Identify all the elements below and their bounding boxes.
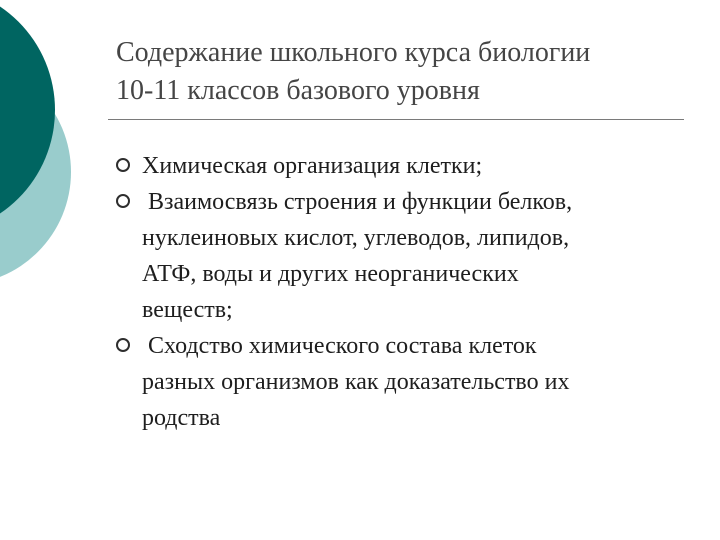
bullet-item-1 xyxy=(116,148,686,184)
bullet-item-3-line-3: родства xyxy=(142,405,221,431)
bullet-item-2-line-3: АТФ, воды и других неорганических xyxy=(142,261,519,287)
hollow-circle-bullet-icon xyxy=(116,338,130,352)
bullet-item-2-line-4: веществ; xyxy=(142,297,233,323)
slide-title xyxy=(116,34,696,110)
hollow-circle-bullet-icon xyxy=(116,158,130,172)
bullet-item-2-line-2: нуклеиновых кислот, углеводов, липидов, xyxy=(142,225,570,251)
bullet-item-2-line-1: Взаимосвязь строения и функции белков, xyxy=(142,189,573,215)
slide-title-line-2: 10-11 классов базового уровня xyxy=(116,75,480,106)
bullet-item-2 xyxy=(116,184,686,328)
bullet-item-1-line-1: Химическая организация клетки; xyxy=(142,153,483,179)
slide-title-line-1: Содержание школьного курса биологии xyxy=(116,37,591,68)
bullet-item-3-line-1: Сходство химического состава клеток xyxy=(142,333,537,359)
bullet-list xyxy=(116,148,686,436)
title-divider xyxy=(108,119,684,120)
bullet-item-3-line-2: разных организмов как доказательство их xyxy=(142,369,570,395)
decorative-circles xyxy=(0,0,110,290)
bullet-item-3 xyxy=(116,328,686,436)
hollow-circle-bullet-icon xyxy=(116,194,130,208)
